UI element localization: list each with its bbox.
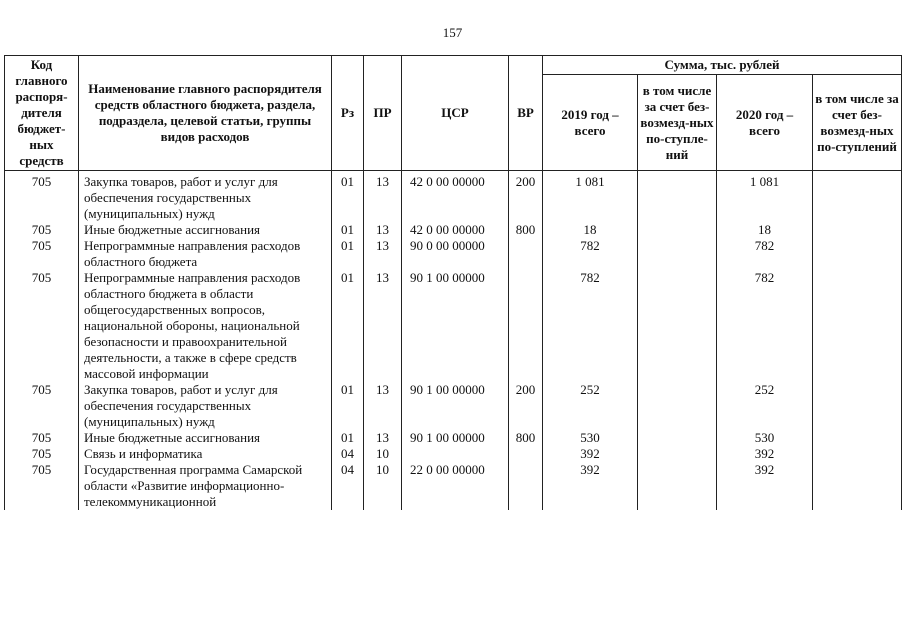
cell-code: 705 — [5, 462, 79, 510]
cell-2020-total: 18 — [717, 222, 813, 238]
cell-name: Закупка товаров, работ и услуг для обеспечения государственных (муниципальных) нужд — [79, 382, 332, 430]
cell-pr: 13 — [364, 238, 402, 270]
cell-csr: 90 0 00 00000 — [402, 238, 509, 270]
table-body — [5, 171, 902, 511]
cell-code: 705 — [5, 446, 79, 462]
cell-2020-free — [813, 462, 902, 510]
cell-2020-total: 782 — [717, 270, 813, 382]
cell-2019-total: 530 — [543, 430, 638, 446]
cell-code: 705 — [5, 270, 79, 382]
cell-2019-total: 1 081 — [543, 171, 638, 223]
cell-pr: 10 — [364, 446, 402, 462]
cell-vr — [509, 446, 543, 462]
cell-2020-free — [813, 171, 902, 223]
cell-2019-free — [638, 270, 717, 382]
cell-2020-total: 1 081 — [717, 171, 813, 223]
table-row — [5, 382, 902, 430]
cell-vr: 800 — [509, 430, 543, 446]
cell-name: Государственная программа Самарской области «Развитие информационно-телекоммуникационной — [79, 462, 332, 510]
cell-rz: 01 — [332, 222, 364, 238]
cell-2020-total: 252 — [717, 382, 813, 430]
header-2020-total: 2020 год – всего — [717, 75, 813, 171]
cell-name: Связь и информатика — [79, 446, 332, 462]
cell-csr: 42 0 00 00000 — [402, 171, 509, 223]
table-row — [5, 171, 902, 223]
cell-2019-total: 18 — [543, 222, 638, 238]
cell-2019-free — [638, 238, 717, 270]
cell-2019-total: 252 — [543, 382, 638, 430]
budget-table — [4, 55, 902, 510]
cell-vr: 200 — [509, 171, 543, 223]
cell-2019-total: 392 — [543, 446, 638, 462]
cell-pr: 13 — [364, 222, 402, 238]
table-row — [5, 222, 902, 238]
cell-code: 705 — [5, 430, 79, 446]
cell-rz: 01 — [332, 270, 364, 382]
table-row — [5, 446, 902, 462]
cell-pr: 13 — [364, 171, 402, 223]
cell-2019-free — [638, 382, 717, 430]
cell-vr — [509, 462, 543, 510]
cell-csr: 90 1 00 00000 — [402, 430, 509, 446]
cell-2020-free — [813, 446, 902, 462]
table-row — [5, 270, 902, 382]
cell-2020-total: 392 — [717, 446, 813, 462]
table-row — [5, 430, 902, 446]
cell-2019-total: 782 — [543, 238, 638, 270]
table-header — [5, 56, 902, 171]
cell-2019-total: 782 — [543, 270, 638, 382]
cell-name: Непрограммные направления расходов областного бюджета — [79, 238, 332, 270]
cell-vr: 800 — [509, 222, 543, 238]
cell-2020-free — [813, 382, 902, 430]
header-rz: Рз — [332, 56, 364, 171]
cell-vr — [509, 270, 543, 382]
header-code: Код главного распоря-дителя бюджет-ных средств — [5, 56, 79, 171]
header-vr: ВР — [509, 56, 543, 171]
cell-2019-free — [638, 171, 717, 223]
cell-name: Непрограммные направления расходов областного бюджета в области общегосударственных вопросов, национальной обороны, национальной безопасности и правоохранительной деятельности, а также в сфере средств массовой информации — [79, 270, 332, 382]
cell-2019-total: 392 — [543, 462, 638, 510]
cell-name: Иные бюджетные ассигнования — [79, 222, 332, 238]
cell-csr: 42 0 00 00000 — [402, 222, 509, 238]
cell-code: 705 — [5, 238, 79, 270]
header-2020-free: в том числе за счет без-возмезд-ных по-ступлений — [813, 75, 902, 171]
cell-2019-free — [638, 462, 717, 510]
cell-2020-free — [813, 270, 902, 382]
cell-rz: 01 — [332, 430, 364, 446]
cell-2020-free — [813, 222, 902, 238]
cell-csr — [402, 446, 509, 462]
cell-2020-free — [813, 238, 902, 270]
cell-2019-free — [638, 430, 717, 446]
page-number: 157 — [442, 25, 463, 40]
cell-vr: 200 — [509, 382, 543, 430]
table-row — [5, 462, 902, 510]
cell-code: 705 — [5, 222, 79, 238]
cell-2020-total: 782 — [717, 238, 813, 270]
cell-pr: 10 — [364, 462, 402, 510]
cell-2020-total: 392 — [717, 462, 813, 510]
cell-rz: 01 — [332, 171, 364, 223]
cell-name: Закупка товаров, работ и услуг для обеспечения государственных (муниципальных) нужд — [79, 171, 332, 223]
cell-vr — [509, 238, 543, 270]
cell-csr: 90 1 00 00000 — [402, 382, 509, 430]
cell-rz: 01 — [332, 238, 364, 270]
cell-2019-free — [638, 222, 717, 238]
cell-csr: 22 0 00 00000 — [402, 462, 509, 510]
cell-name: Иные бюджетные ассигнования — [79, 430, 332, 446]
header-pr: ПР — [364, 56, 402, 171]
header-sum-group: Сумма, тыс. рублей — [543, 56, 902, 75]
table-row — [5, 238, 902, 270]
cell-2020-free — [813, 430, 902, 446]
cell-code: 705 — [5, 171, 79, 223]
cell-csr: 90 1 00 00000 — [402, 270, 509, 382]
cell-2019-free — [638, 446, 717, 462]
cell-rz: 01 — [332, 382, 364, 430]
cell-pr: 13 — [364, 382, 402, 430]
cell-code: 705 — [5, 382, 79, 430]
header-2019-total: 2019 год – всего — [543, 75, 638, 171]
cell-rz: 04 — [332, 446, 364, 462]
cell-pr: 13 — [364, 430, 402, 446]
cell-2020-total: 530 — [717, 430, 813, 446]
header-2019-free: в том числе за счет без-возмезд-ных по-ступле-ний — [638, 75, 717, 171]
header-csr: ЦСР — [402, 56, 509, 171]
cell-pr: 13 — [364, 270, 402, 382]
header-name: Наименование главного распорядителя средств областного бюджета, раздела, подраздела, целевой статьи, группы видов расходов — [79, 56, 332, 171]
cell-rz: 04 — [332, 462, 364, 510]
